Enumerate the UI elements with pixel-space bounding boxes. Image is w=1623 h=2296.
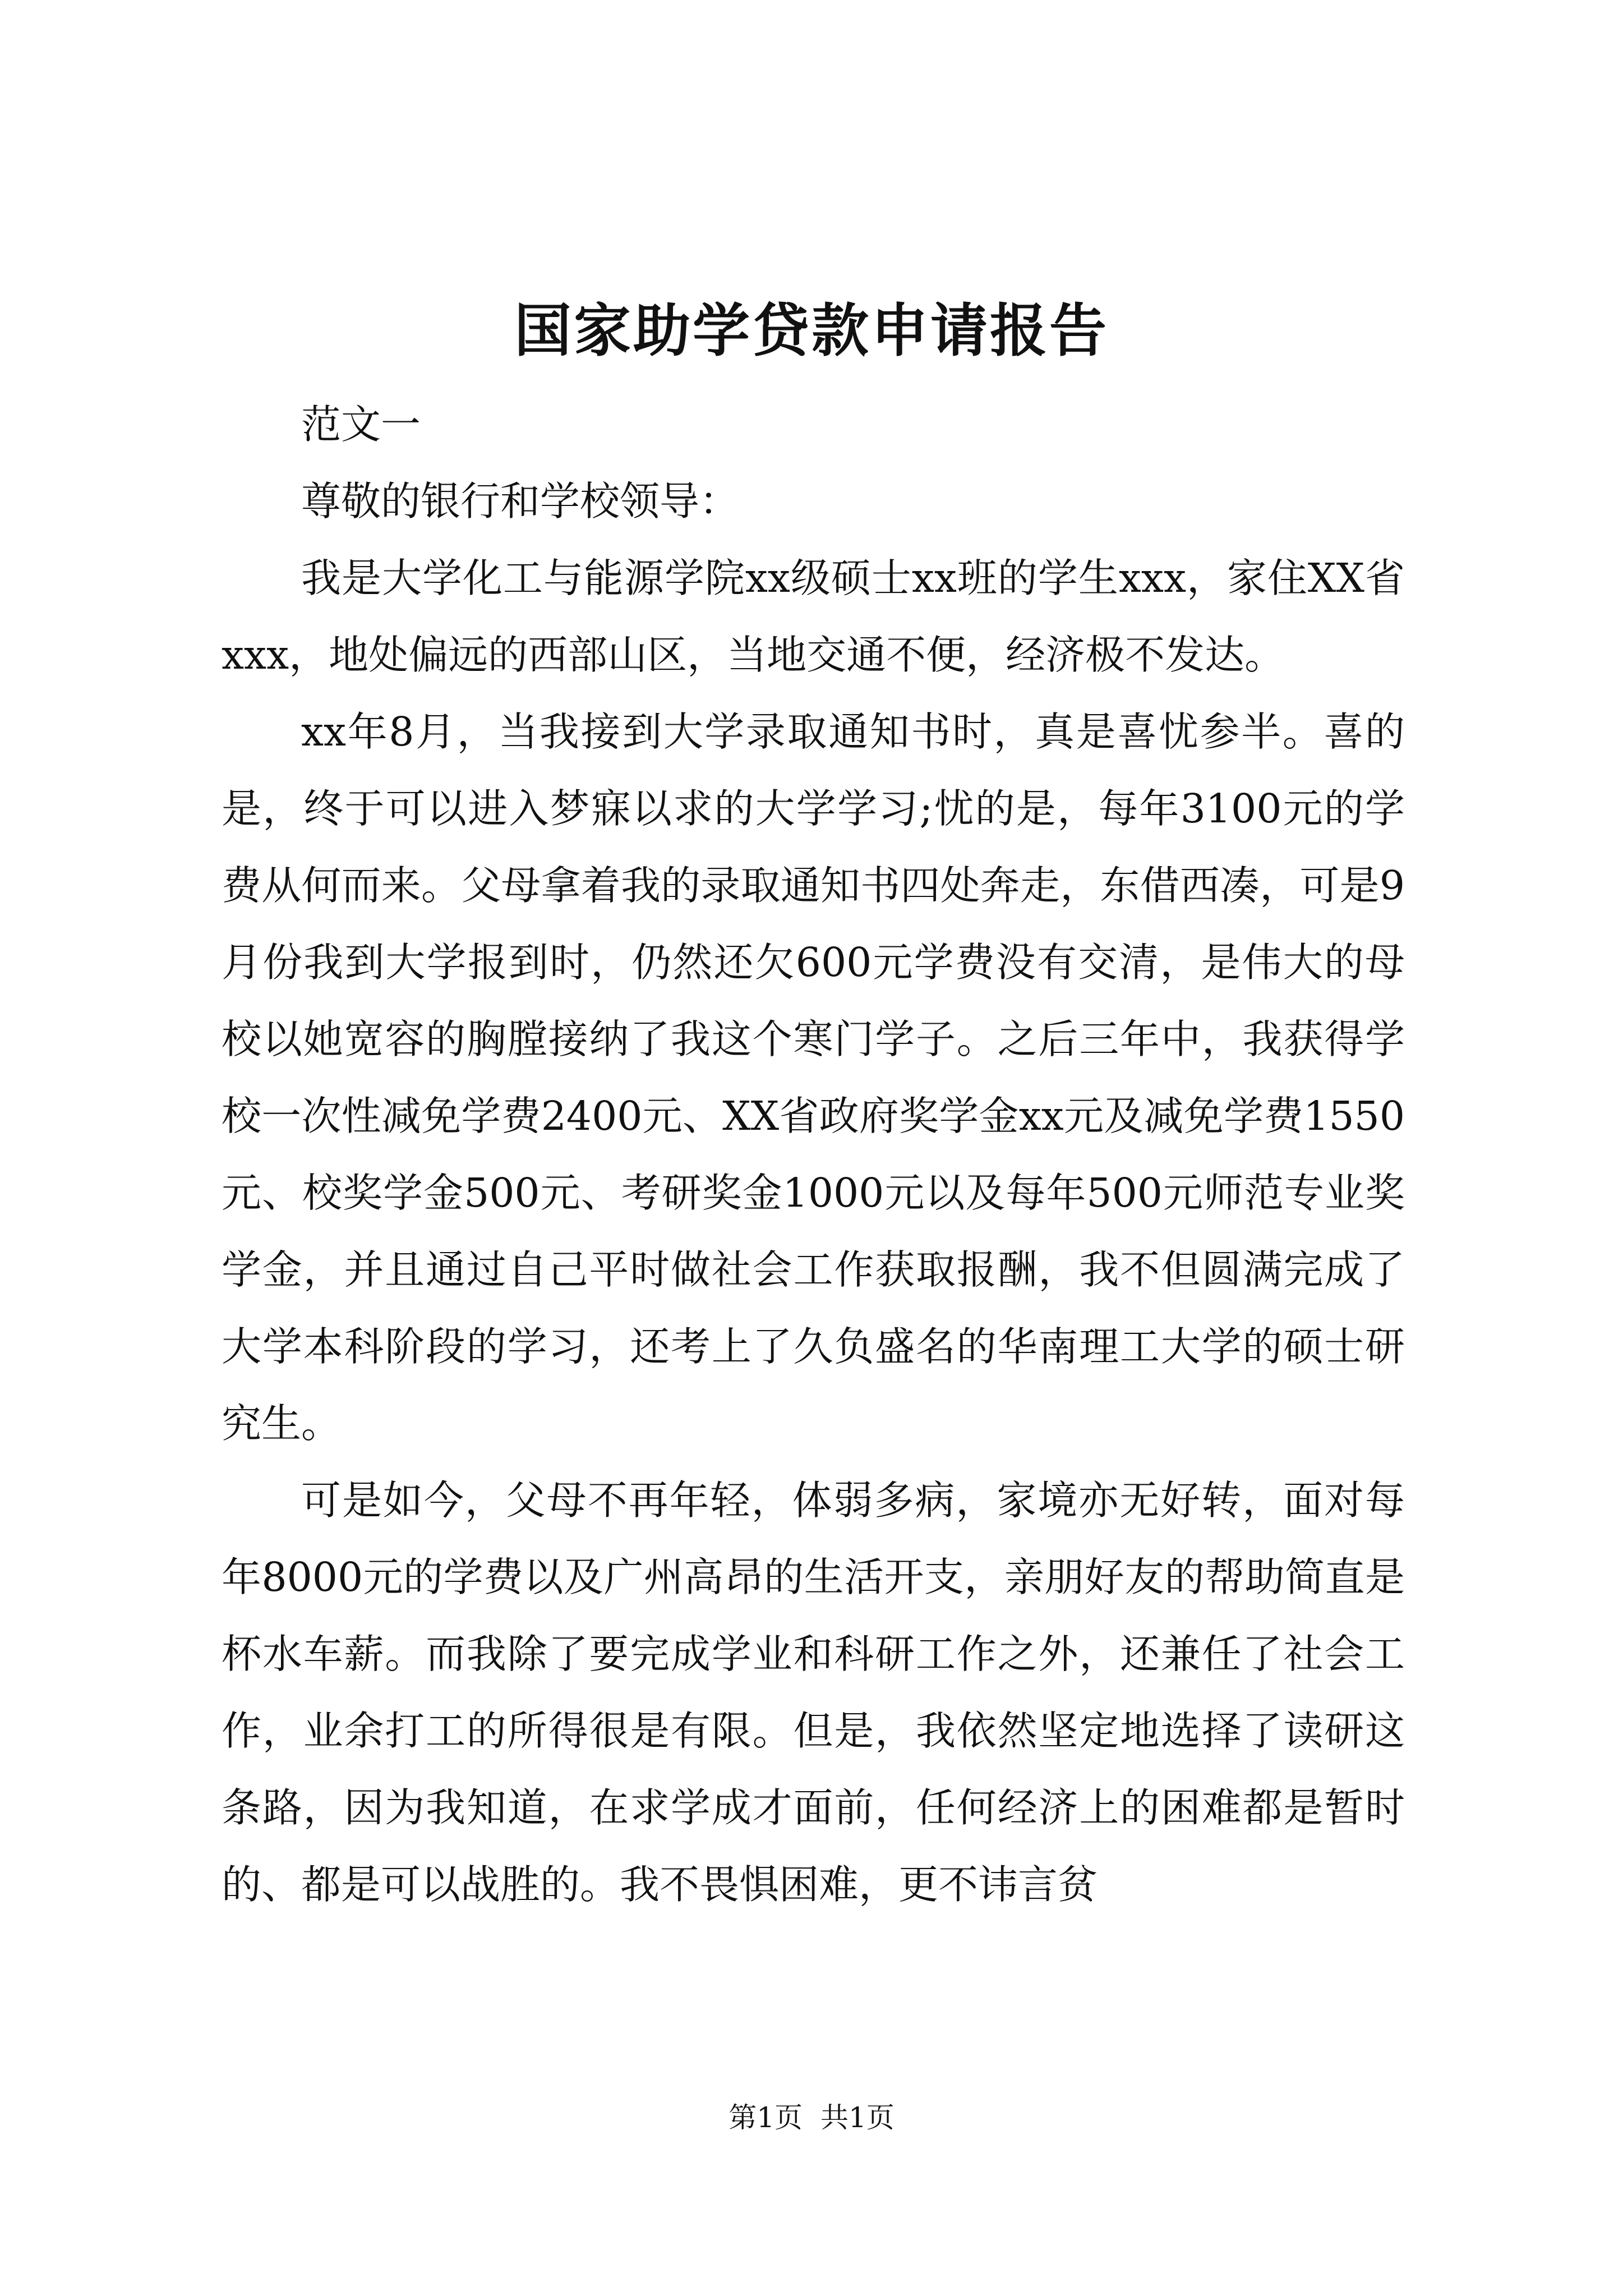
page-footer: 第1页 共1页: [728, 2101, 895, 2134]
paragraph-admission-story: xx年8月，当我接到大学录取通知书时，真是喜忧参半。喜的是，终于可以进入梦寐以求的大学学习;忧的是，每年3100元的学费从何而来。父母拿着我的录取通知书四处奔走，东借西凑，可是9月份我到大学报到时，仍然还欠600元学费没有交清，是伟大的母校以她宽容的胸膛接纳了我这个寒门学子。之后三年中，我获得学校一次性减免学费2400元、XX省政府奖学金xx元及减免学费1550元、校奖学金500元、考研奖金1000元以及每年500元师范专业奖学金，并且通过自己平时做社会工作获取报酬，我不但圆满完成了大学本科阶段的学习，还考上了久负盛名的华南理工大学的硕士研究生。: [222, 708, 1405, 1447]
document-title: 国家助学贷款申请报告: [514, 297, 1109, 365]
paragraph-introduction: 我是大学化工与能源学院xx级硕士xx班的学生xxx，家住XX省xxx，地处偏远的西部山区，当地交通不便，经济极不发达。: [222, 555, 1405, 678]
paragraph-sample-label: 范文一: [301, 401, 421, 448]
paragraph-salutation: 尊敬的银行和学校领导：: [301, 478, 740, 524]
paragraph-current-situation: 可是如今，父母不再年轻，体弱多病，家境亦无好转，面对每年8000元的学费以及广州高昂的生活开支，亲朋好友的帮助简直是杯水车薪。而我除了要完成学业和科研工作之外，还兼任了社会工作，业余打工的所得很是有限。但是，我依然坚定地选择了读研这条路，因为我知道，在求学成才面前，任何经济上的困难都是暂时的、都是可以战胜的。我不畏惧困难，更不讳言贫: [222, 1477, 1405, 1908]
document-body: [222, 386, 1405, 1923]
